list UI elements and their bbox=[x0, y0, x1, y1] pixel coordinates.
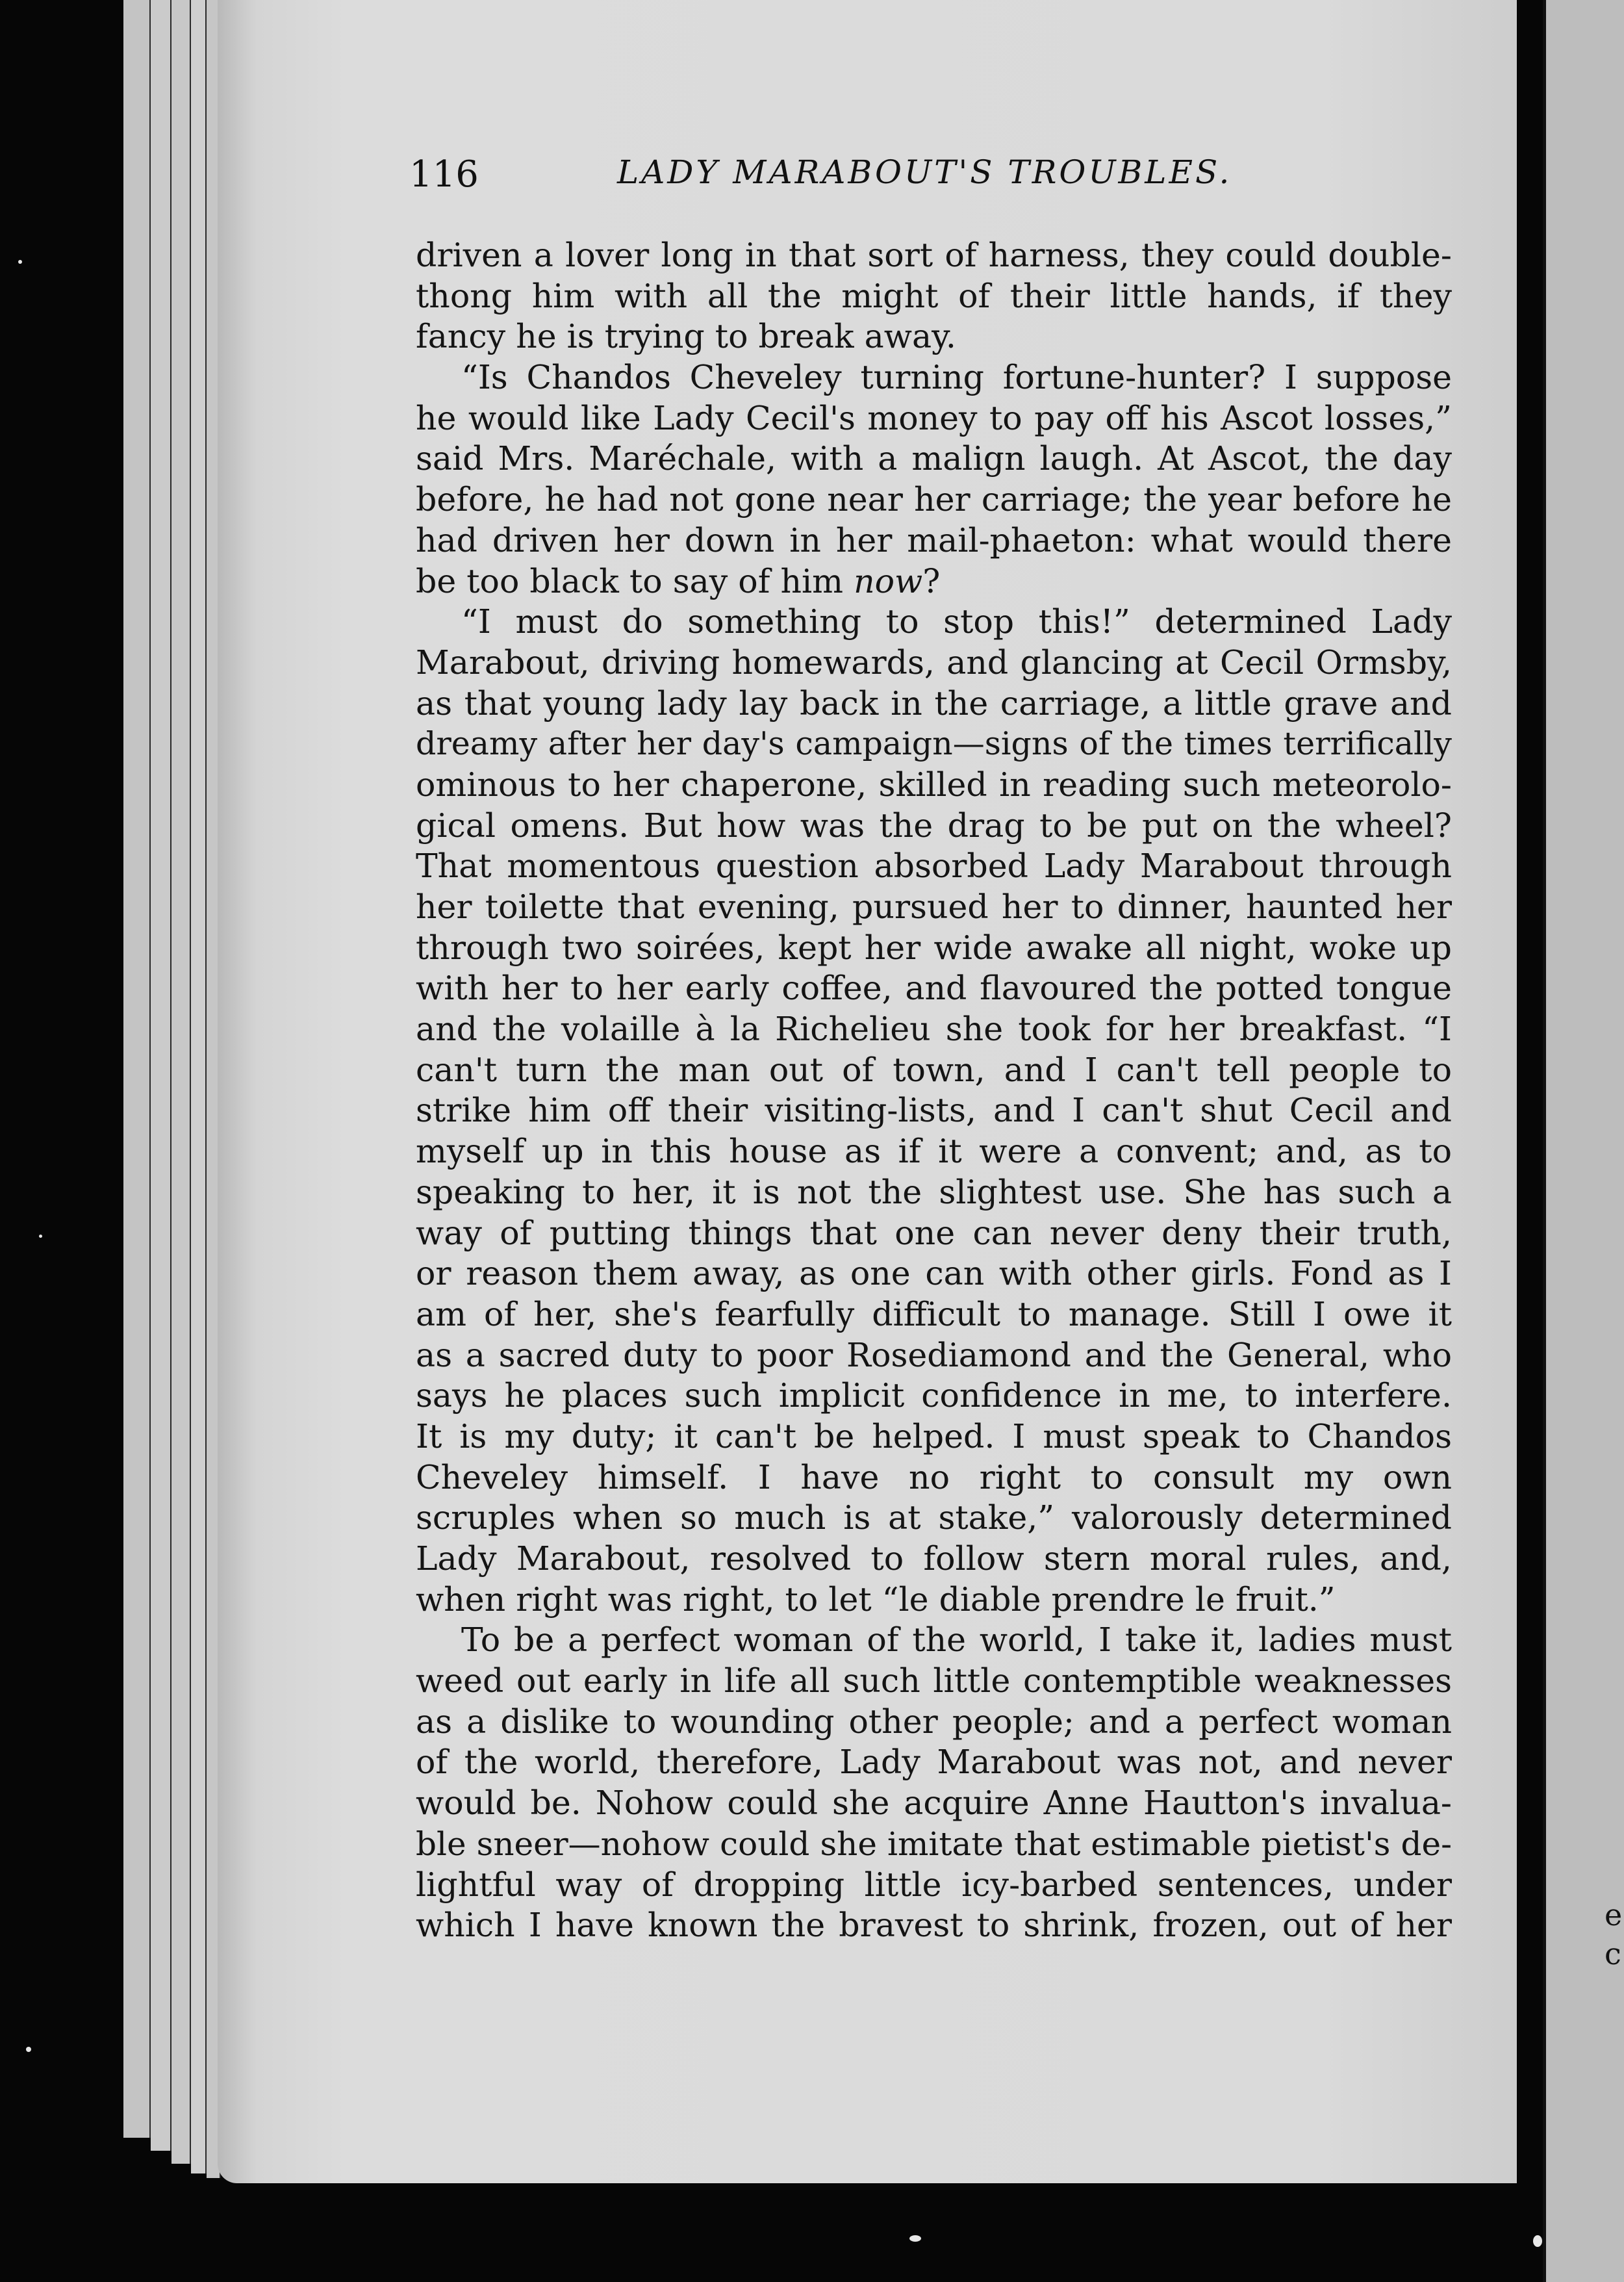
page-edge bbox=[191, 0, 207, 2173]
text-line: “I must do something to stop this!” determined Lady bbox=[461, 602, 1452, 641]
text-line: strike him off their visiting-lists, and I can't shut Cecil and bbox=[416, 1091, 1452, 1130]
text-line: “Is Chandos Cheveley turning fortune-hunter? I suppose bbox=[461, 358, 1452, 397]
dust-speck bbox=[1533, 2235, 1542, 2247]
dust-speck bbox=[26, 2047, 31, 2052]
dust-speck bbox=[909, 2235, 921, 2242]
dust-speck bbox=[18, 260, 22, 264]
text-line: lightful way of dropping little icy-barbed sentences, under bbox=[416, 1865, 1452, 1904]
text-line: said Mrs. Maréchale, with a malign laugh. At Ascot, the day bbox=[416, 439, 1452, 478]
facing-page-letter: c bbox=[1605, 1936, 1621, 1971]
text-line: am of her, she's fearfully difficult to manage. Still I owe it bbox=[416, 1294, 1452, 1333]
text-line: of the world, therefore, Lady Marabout was not, and never bbox=[416, 1743, 1452, 1782]
text-line: says he places such implicit confidence in me, to interfere. bbox=[416, 1376, 1452, 1415]
text-line: driven a lover long in that sort of harness, they could double- bbox=[416, 236, 1452, 274]
page-header bbox=[409, 153, 1449, 199]
text-line: dreamy after her day's campaign—signs of the times terrifically bbox=[416, 725, 1452, 763]
text-line: with her to her early coffee, and flavoured the potted tongue bbox=[416, 969, 1452, 1008]
text-line: myself up in this house as if it were a convent; and, as to bbox=[416, 1132, 1452, 1171]
text-line: To be a perfect woman of the world, I take it, ladies must bbox=[461, 1621, 1452, 1660]
facing-page-letter: e bbox=[1605, 1897, 1623, 1932]
text-line: speaking to her, it is not the slightest use. She has such a bbox=[416, 1172, 1452, 1211]
text-line: Marabout, driving homewards, and glancing at Cecil Ormsby, bbox=[416, 643, 1452, 682]
text-line: It is my duty; it can't be helped. I must speak to Chandos bbox=[416, 1417, 1452, 1455]
text-line: he would like Lady Cecil's money to pay off his Ascot losses,” bbox=[416, 398, 1452, 437]
text-line: Lady Marabout, resolved to follow stern moral rules, and, bbox=[416, 1539, 1452, 1578]
text-line: as that young lady lay back in the carriage, a little grave and bbox=[416, 684, 1452, 723]
text-line: gical omens. But how was the drag to be put on the wheel? bbox=[416, 806, 1452, 845]
text-line: ble sneer—nohow could she imitate that estimable pietist's de- bbox=[416, 1825, 1452, 1863]
text-line: Cheveley himself. I have no right to consult my own bbox=[416, 1457, 1452, 1496]
text-line: her toilette that evening, pursued her to dinner, haunted her bbox=[416, 888, 1452, 926]
running-title: LADY MARABOUT'S TROUBLES. bbox=[617, 153, 1232, 191]
text-line: as a sacred duty to poor Rosediamond and the General, who bbox=[416, 1335, 1452, 1374]
text-line: weed out early in life all such little contemptible weaknesses bbox=[416, 1661, 1452, 1700]
text-line: way of putting things that one can never deny their truth, bbox=[416, 1213, 1452, 1252]
text-line: fancy he is trying to break away. bbox=[416, 317, 956, 356]
text-line: before, he had not gone near her carriage; the year before he bbox=[416, 480, 1452, 519]
dust-speck bbox=[39, 1235, 42, 1238]
text-line: would be. Nohow could she acquire Anne Hautton's invalua- bbox=[416, 1784, 1452, 1823]
page-number: 116 bbox=[409, 153, 479, 196]
text-line: and the volaille à la Richelieu she took for her breakfast. “I bbox=[416, 1010, 1452, 1049]
body-text bbox=[416, 235, 1452, 1946]
text-line: or reason them away, as one can with other girls. Fond as I bbox=[416, 1254, 1452, 1293]
text-line: as a dislike to wounding other people; and a perfect woman bbox=[416, 1702, 1452, 1741]
text-line: which I have known the bravest to shrink, frozen, out of her bbox=[416, 1906, 1452, 1945]
text-line: through two soirées, kept her wide awake all night, woke up bbox=[416, 928, 1452, 967]
text-line: be too black to say of him now? bbox=[416, 561, 941, 600]
text-line: had driven her down in her mail-phaeton: what would there bbox=[416, 520, 1452, 559]
page-edge bbox=[151, 0, 171, 2151]
page-edge bbox=[171, 0, 191, 2164]
text-line: That momentous question absorbed Lady Marabout through bbox=[416, 847, 1452, 886]
text-line: scruples when so much is at stake,” valorously determined bbox=[416, 1498, 1452, 1537]
page-edge bbox=[123, 0, 151, 2138]
text-line: when right was right, to let “le diable prendre le fruit.” bbox=[416, 1580, 1336, 1619]
text-line: thong him with all the might of their little hands, if they bbox=[416, 276, 1452, 315]
text-line: ominous to her chaperone, skilled in reading such meteorolo- bbox=[416, 765, 1452, 804]
text-line: can't turn the man out of town, and I can't tell people to bbox=[416, 1050, 1452, 1089]
